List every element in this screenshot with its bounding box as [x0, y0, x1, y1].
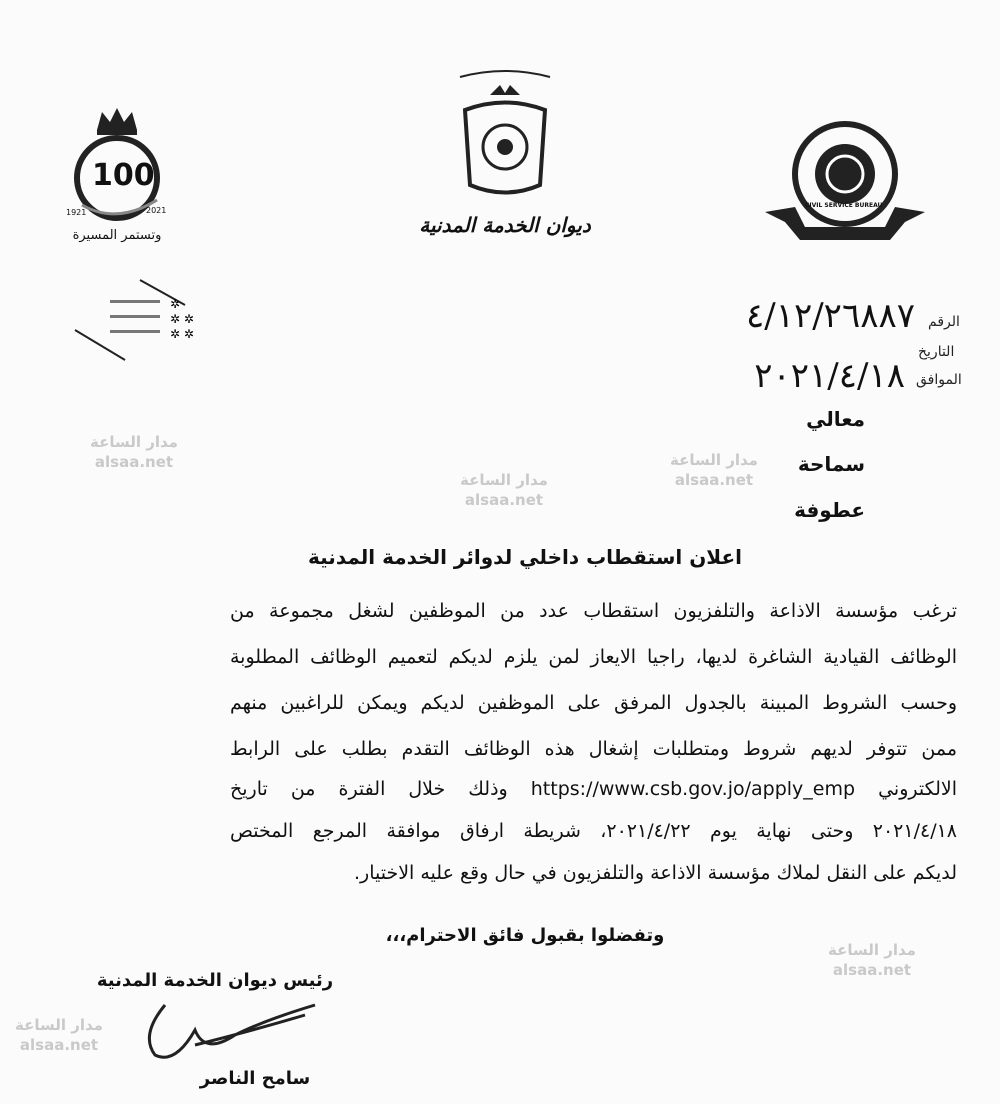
svg-text:✲ ✲: ✲ ✲ [170, 312, 194, 326]
watermark-latin: alsaa.net [19, 1036, 99, 1054]
body-line: ترغب مؤسسة الاذاعة والتلفزيون استقطاب عدد من الموظفين لشغل مجموعة من [230, 600, 957, 622]
signatory-name: سامح الناصر [199, 1068, 311, 1089]
watermark-latin: alsaa.net [464, 491, 544, 509]
handwritten-signature [135, 995, 325, 1075]
watermark [460, 470, 548, 510]
reference-number: ٤/١٢/٢٦٨٨٧ [745, 296, 915, 336]
watermark [90, 432, 178, 472]
recipient-2: سماحة [797, 452, 865, 476]
body-line: لديكم على النقل لملاك مؤسسة الاذاعة والتلفزيون في حال وقع عليه الاختيار. [353, 862, 957, 884]
watermark [15, 1015, 103, 1055]
seal-icon [765, 112, 925, 247]
seal-text: CIVIL SERVICE BUREAU [805, 202, 883, 209]
recipient-1: معالي [806, 407, 865, 431]
corresponding-date: ٢٠٢١/٤/١٨ [754, 356, 905, 396]
svg-text:✲ ✲: ✲ ✲ [170, 327, 194, 341]
bureau-caption: ديوان الخدمة المدنية [419, 213, 591, 237]
coat-of-arms-icon [400, 65, 610, 205]
watermark [670, 450, 758, 490]
date-label: التاريخ [918, 344, 955, 360]
year-start: 1921 [66, 208, 87, 217]
corresponding-label: الموافق [916, 372, 962, 388]
body-line: الالكتروني https://www.csb.gov.jo/apply_emp وذلك خلال الفترة من تاريخ [230, 778, 957, 800]
civil-service-seal [765, 112, 925, 247]
watermark-latin: alsaa.net [94, 453, 174, 471]
watermark-arabic: مدار الساعة [90, 433, 178, 451]
number-label: الرقم [928, 314, 960, 330]
document-title: اعلان استقطاب داخلي لدوائر الخدمة المدنية [308, 545, 742, 569]
watermark-arabic: مدار الساعة [670, 451, 758, 469]
slogan: وتستمر المسيرة [72, 228, 162, 243]
watermark-arabic: مدار الساعة [460, 471, 548, 489]
watermark [828, 940, 916, 980]
centennial-number: 100 [92, 158, 155, 193]
awards-badge [70, 275, 194, 365]
coat-of-arms [400, 65, 610, 250]
watermark-arabic: مدار الساعة [828, 941, 916, 959]
year-end: 2021 [146, 206, 167, 215]
recipient-3: عطوفة [794, 498, 865, 522]
watermark-arabic: مدار الساعة [15, 1016, 103, 1034]
closing: وتفضلوا بقبول فائق الاحترام،،، [385, 925, 665, 946]
body-line: الوظائف القيادية الشاغرة لديها، راجيا الايعاز لمن يلزم لديكم لتعميم الوظائف المطلوبة [230, 646, 957, 668]
signatory-title: رئيس ديوان الخدمة المدنية [96, 970, 334, 991]
body-line: وحسب الشروط المبينة بالجدول المرفق على الموظفين لديكم ويمكن للراغبين منهم [230, 692, 957, 714]
svg-text:✲: ✲ [170, 297, 181, 311]
stars-icon [70, 275, 194, 365]
watermark-latin: alsaa.net [674, 471, 754, 489]
watermark-latin: alsaa.net [832, 961, 912, 979]
centennial-logo [62, 100, 172, 250]
body-line: ٢٠٢١/٤/١٨ وحتى نهاية يوم ٢٠٢١/٤/٢٢، شريطة ارفاق موافقة المرجع المختص [230, 820, 958, 842]
body-line: ممن تتوفر لديهم شروط ومتطلبات إشغال هذه الوظائف التقدم بطلب على الرابط [230, 738, 957, 760]
